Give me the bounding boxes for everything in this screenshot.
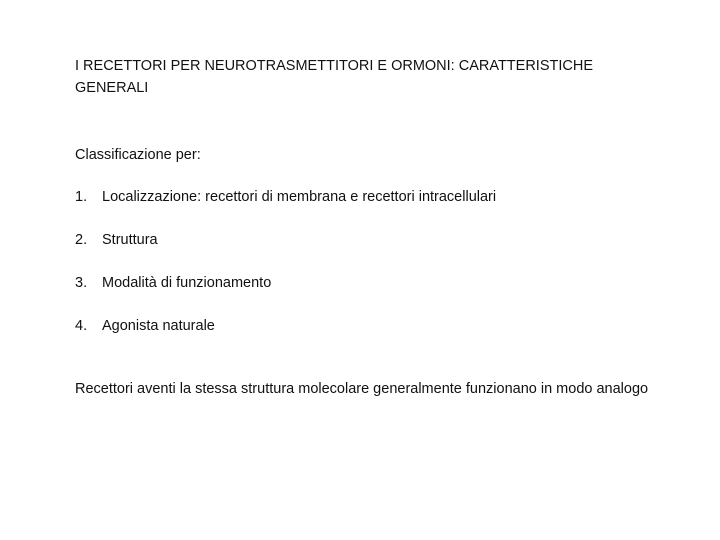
list-item-number: 1.	[75, 189, 88, 205]
list-item-text: Localizzazione: recettori di membrana e recettori intracellulari	[102, 189, 497, 205]
list-item	[75, 271, 496, 314]
list-item-number: 3.	[75, 275, 88, 291]
list-item	[75, 228, 496, 271]
summary-note: Recettori aventi la stessa struttura molecolare generalmente funzionano in modo analogo	[75, 381, 649, 397]
list-item	[75, 314, 496, 357]
slide-title: I RECETTORI PER NEUROTRASMETTITORI E ORMONI: CARATTERISTICHE GENERALI	[75, 58, 594, 96]
classification-list	[75, 185, 496, 357]
list-item-number: 2.	[75, 232, 88, 248]
classification-intro: Classificazione per:	[75, 147, 201, 163]
list-item-number: 4.	[75, 318, 88, 334]
list-item-text: Struttura	[102, 232, 158, 248]
list-item	[75, 185, 496, 228]
list-item-text: Modalità di funzionamento	[102, 275, 272, 291]
list-item-text: Agonista naturale	[102, 318, 215, 334]
